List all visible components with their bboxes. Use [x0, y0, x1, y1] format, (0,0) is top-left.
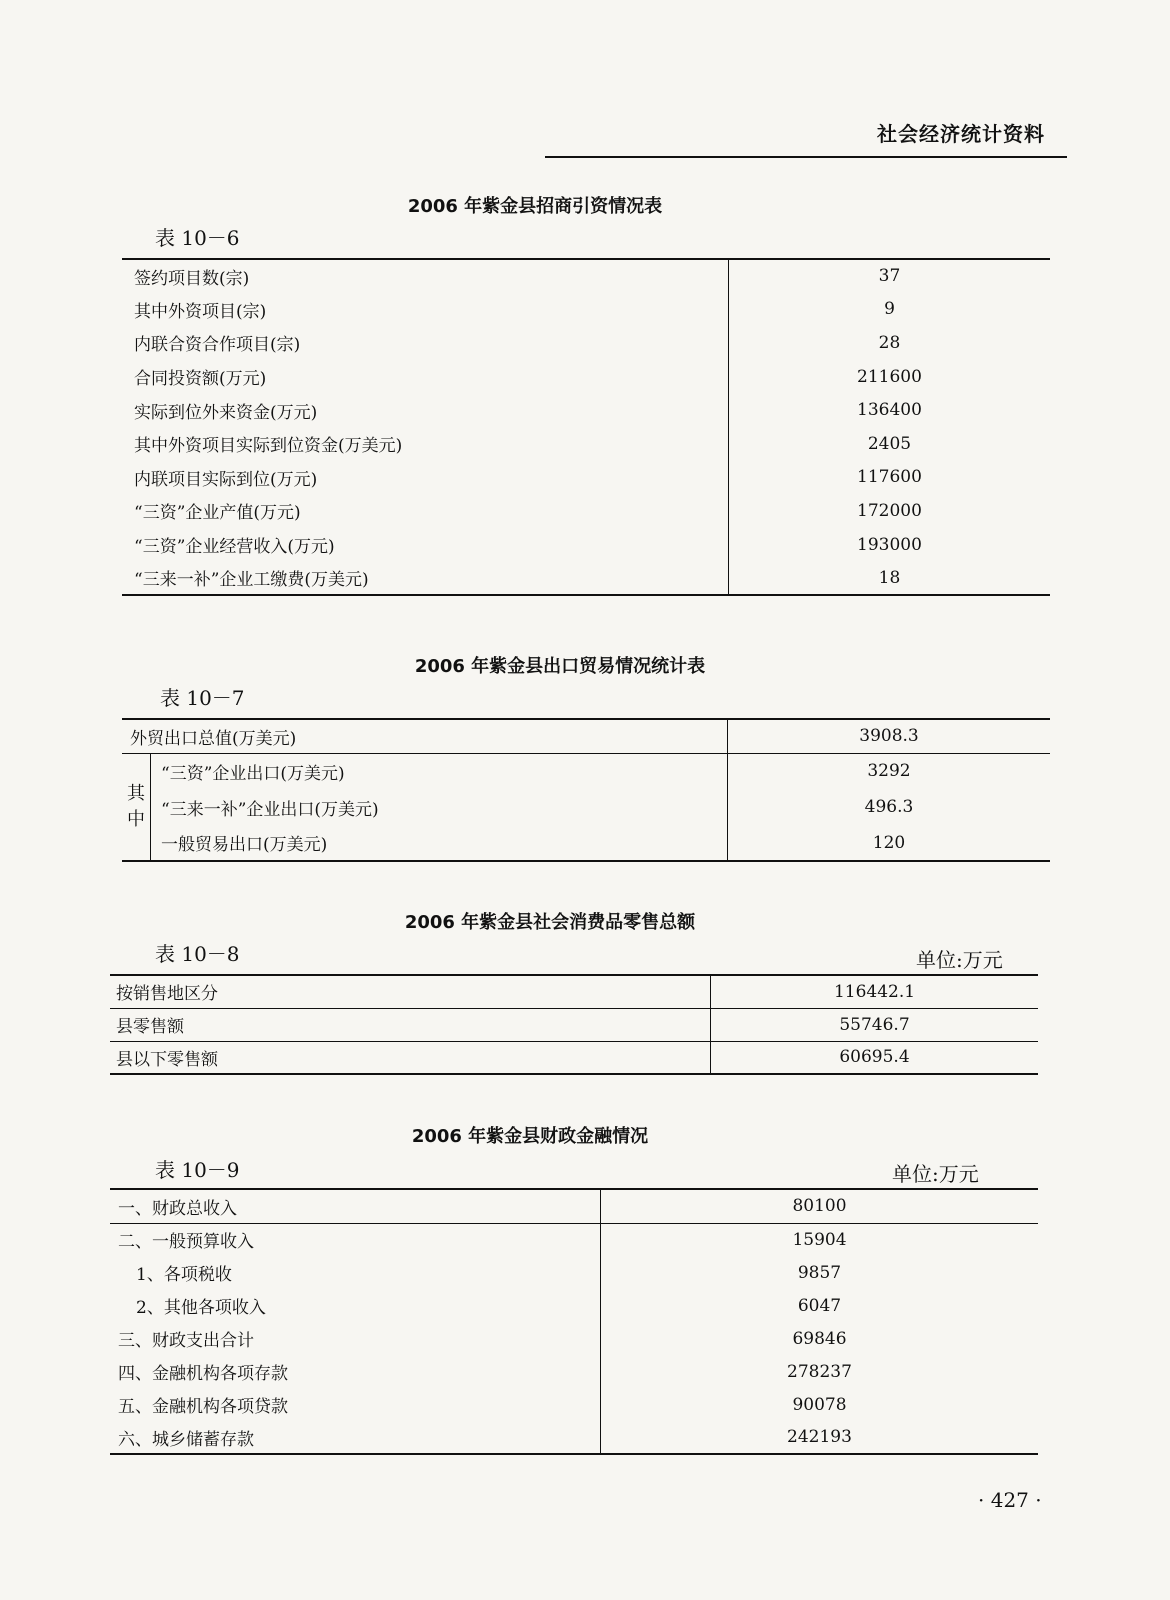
row-value: 211600: [857, 366, 922, 387]
row-label: 县以下零售额: [110, 1041, 711, 1074]
row-value: 60695.4: [839, 1047, 910, 1068]
row-value: 3908.3: [859, 726, 919, 747]
row-label: “三来一补”企业工缴费(万美元): [122, 561, 729, 595]
table-10-9: [110, 1188, 1038, 1455]
row-value: 278237: [787, 1361, 852, 1382]
row-value: 3292: [867, 761, 911, 782]
table-row: [110, 1223, 1038, 1256]
row-label: 其中外资项目(宗): [122, 293, 729, 327]
table-row: [122, 427, 1050, 461]
table-row: [122, 393, 1050, 427]
table-10-7-title: 2006 年紫金县出口贸易情况统计表: [414, 656, 706, 677]
table-row: [122, 293, 1050, 327]
row-label: 合同投资额(万元): [122, 360, 729, 394]
row-label: 三、财政支出合计: [110, 1322, 601, 1355]
table-row: [122, 326, 1050, 360]
row-label: 县零售额: [110, 1008, 711, 1041]
row-label: 四、金融机构各项存款: [110, 1355, 601, 1388]
group-label-qizhong: [122, 753, 151, 861]
row-value: 116442.1: [833, 981, 916, 1002]
row-label: “三资”企业经营收入(万元): [122, 528, 729, 562]
table-row: [110, 1189, 1038, 1223]
table-10-8-title: 2006 年紫金县社会消费品零售总额: [404, 912, 696, 933]
row-value: 6047: [797, 1295, 842, 1316]
row-value: 28: [878, 332, 901, 353]
row-value: 172000: [857, 500, 922, 521]
table-10-6-title: 2006 年紫金县招商引资情况表: [407, 196, 663, 217]
row-value: 69846: [792, 1328, 847, 1349]
row-label: “三资”企业出口(万美元): [151, 753, 728, 789]
table-row: [110, 1421, 1038, 1454]
row-label: 其中外资项目实际到位资金(万美元): [122, 427, 729, 461]
table-row: [110, 1041, 1038, 1074]
row-label: 内联项目实际到位(万元): [122, 461, 729, 495]
row-label: 实际到位外来资金(万元): [122, 393, 729, 427]
table-row: [122, 494, 1050, 528]
row-label: “三资”企业产值(万元): [122, 494, 729, 528]
row-value: 2405: [867, 433, 912, 454]
row-value: 242193: [787, 1427, 852, 1447]
row-value: 55746.7: [839, 1014, 910, 1035]
row-label: 签约项目数(宗): [122, 259, 729, 293]
row-value: 120: [872, 832, 906, 853]
row-value: 193000: [857, 534, 922, 555]
table-10-8-number: 表 10－8: [155, 942, 240, 966]
table-row: [122, 825, 1050, 861]
table-row: [122, 561, 1050, 595]
table-10-7: [122, 718, 1050, 862]
section-header-title: 社会经济统计资料: [877, 122, 1045, 146]
table-row: [122, 753, 1050, 789]
row-value: 15904: [792, 1229, 847, 1250]
table-10-8: [110, 974, 1038, 1075]
table-10-9-number: 表 10－9: [155, 1158, 240, 1182]
table-10-7-number: 表 10－7: [160, 686, 245, 710]
row-label: 按销售地区分: [110, 975, 711, 1008]
table-10-8-unit: 单位:万元: [916, 948, 1003, 972]
table-row: [110, 1289, 1038, 1322]
table-row: [110, 975, 1038, 1008]
row-label: 五、金融机构各项贷款: [110, 1388, 601, 1421]
row-value: 80100: [792, 1196, 847, 1217]
table-10-9-unit: 单位:万元: [892, 1162, 979, 1186]
row-label: 一般贸易出口(万美元): [151, 825, 728, 861]
row-value: 90078: [792, 1394, 847, 1415]
table-row: [110, 1322, 1038, 1355]
row-label: 2、其他各项收入: [110, 1289, 601, 1322]
group-label-text: 其中: [127, 782, 145, 830]
table-row: [110, 1355, 1038, 1388]
table-row: [110, 1388, 1038, 1421]
table-row: [122, 461, 1050, 495]
row-value: 9: [884, 299, 895, 320]
row-label: “三来一补”企业出口(万美元): [151, 789, 728, 825]
row-value: 37: [878, 266, 901, 287]
row-value: 9857: [797, 1262, 842, 1283]
table-row: [110, 1008, 1038, 1041]
page-number: · 427 ·: [978, 1488, 1042, 1512]
table-row: [122, 789, 1050, 825]
row-value: 136400: [857, 400, 922, 421]
row-value: 117600: [857, 467, 922, 488]
table-10-6: [122, 258, 1050, 596]
row-label: 二、一般预算收入: [110, 1223, 601, 1256]
row-label: 外贸出口总值(万美元): [122, 719, 728, 753]
header-rule: [545, 156, 1067, 158]
table-row: [122, 528, 1050, 562]
table-10-6-number: 表 10－6: [155, 226, 240, 250]
row-value: 18: [878, 567, 901, 588]
row-value: 496.3: [864, 797, 914, 817]
table-row: [122, 719, 1050, 753]
row-label: 1、各项税收: [110, 1256, 601, 1289]
row-label: 一、财政总收入: [110, 1189, 601, 1223]
table-10-9-title: 2006 年紫金县财政金融情况: [411, 1126, 649, 1147]
row-label: 内联合资合作项目(宗): [122, 326, 729, 360]
table-row: [122, 259, 1050, 293]
row-label: 六、城乡储蓄存款: [110, 1421, 601, 1454]
table-row: [110, 1256, 1038, 1289]
table-row: [122, 360, 1050, 394]
